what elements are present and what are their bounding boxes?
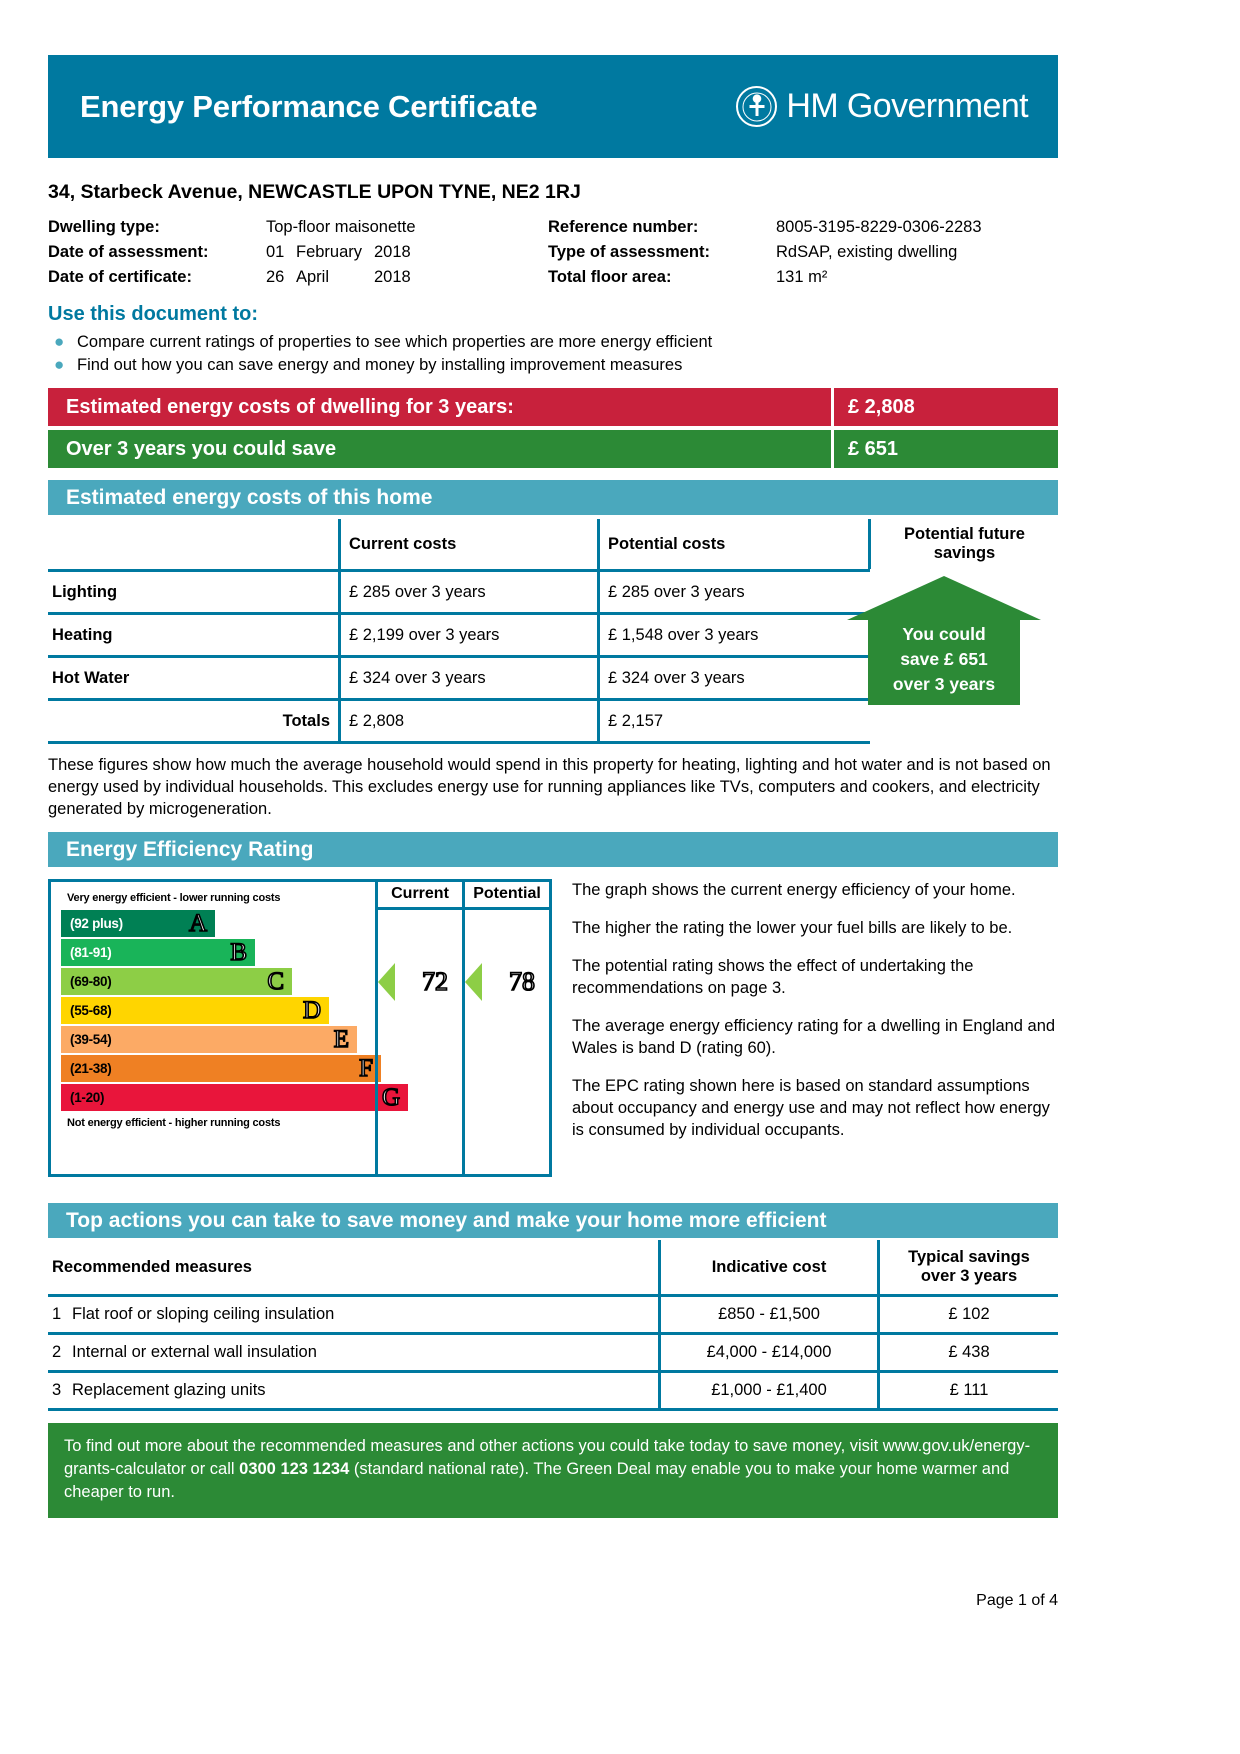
measure-cost: £4,000 - £14,000 — [660, 1335, 879, 1370]
col-typical-savings — [879, 1240, 1059, 1294]
eer-bands-column — [51, 882, 400, 1174]
date-of-assessment-value — [266, 243, 548, 262]
eer-bottom-note: Not energy efficient - higher running costs — [67, 1117, 281, 1129]
eer-chart-box — [48, 879, 552, 1177]
eer-band-d — [61, 997, 329, 1024]
eer-band-a — [61, 910, 215, 937]
eer-band-b — [61, 939, 255, 966]
epc-page — [48, 0, 1058, 1610]
measure-cost: £850 - £1,500 — [660, 1297, 879, 1332]
totals-current: £ 2,808 — [340, 701, 599, 741]
bullet-dot-icon: ● — [54, 332, 65, 351]
property-address: 34, Starbeck Avenue, NEWCASTLE UPON TYNE, NE2 1RJ — [48, 181, 581, 203]
row-potential-cost: £ 324 over 3 years — [599, 658, 870, 698]
table-row-totals — [48, 701, 1058, 741]
list-item — [48, 331, 1058, 353]
house-arrow-graphic — [847, 576, 1041, 694]
row-current-cost: £ 2,199 over 3 years — [340, 615, 599, 655]
band-range: (81-91) — [70, 945, 112, 960]
green-deal-notice — [48, 1423, 1058, 1518]
col-indicative-cost: Indicative cost — [660, 1240, 879, 1294]
rule-segment — [48, 741, 340, 744]
band-letter: B — [230, 939, 247, 966]
table-rule — [48, 1408, 1058, 1411]
energy-costs-section-heading: Estimated energy costs of this home — [48, 480, 1058, 515]
potential-saving-bar — [48, 430, 1058, 468]
date-of-certificate-value — [266, 268, 548, 287]
row-current-cost: £ 285 over 3 years — [340, 572, 599, 612]
row-label: Heating — [52, 625, 113, 644]
page-title: Energy Performance Certificate — [80, 88, 538, 124]
arrow-cell — [870, 569, 1059, 572]
measure-savings: £ 438 — [879, 1335, 1059, 1370]
callout-line-1: You could — [902, 624, 986, 644]
list-item — [48, 354, 1058, 376]
measure-text: Flat roof or sloping ceiling insulation — [72, 1305, 335, 1323]
col-current-costs: Current costs — [340, 519, 599, 569]
band-letter: G — [381, 1084, 400, 1111]
eer-chart-area — [48, 879, 1058, 1177]
page-number: Page 1 of 4 — [976, 1592, 1058, 1609]
total-floor-area-value: 131 m² — [776, 268, 828, 286]
rule-segment — [879, 1408, 1059, 1411]
date-of-certificate-label: Date of certificate: — [48, 268, 192, 286]
assessment-day: 01 — [266, 243, 285, 261]
house-roof-shape — [847, 576, 1041, 620]
callout-line-3: over 3 years — [892, 674, 996, 694]
eer-paragraph-2: The higher the rating the lower your fuel bills are likely to be. — [572, 919, 1013, 937]
band-range: (92 plus) — [70, 916, 123, 931]
measure-cost: £1,000 - £1,400 — [660, 1373, 879, 1408]
eer-top-note: Very energy efficient - lower running costs — [67, 892, 281, 904]
eer-paragraph-3: The potential rating shows the effect of undertaking the recommendations on page 3. — [572, 957, 974, 997]
rule-segment — [340, 741, 599, 744]
measure-cell — [48, 1373, 660, 1408]
band-letter: E — [333, 1026, 349, 1053]
eer-current-value: 72 — [395, 963, 458, 1001]
green-notice-part1: To find out more about the recommended measures and other actions you could take today to save money, visit www.gov.uk/energy-grants-calculator or call — [64, 1437, 1031, 1478]
eer-current-column — [375, 882, 462, 1174]
col-blank — [48, 519, 340, 569]
hm-government-label: HM Government — [786, 87, 1028, 125]
eer-potential-column — [462, 882, 549, 1174]
estimated-cost-bar — [48, 388, 1058, 426]
measure-text: Replacement glazing units — [72, 1381, 266, 1399]
measure-cell — [48, 1297, 660, 1332]
eer-band-c — [61, 968, 292, 995]
type-of-assessment-value: RdSAP, existing dwelling — [776, 243, 958, 261]
eer-potential-value: 78 — [482, 963, 545, 1001]
certificate-day: 26 — [266, 268, 285, 286]
measure-savings: £ 111 — [879, 1373, 1059, 1408]
eer-potential-header: Potential — [465, 882, 549, 910]
assessment-year: 2018 — [374, 243, 411, 261]
rule-segment — [660, 1408, 879, 1411]
measure-text: Internal or external wall insulation — [72, 1343, 317, 1361]
band-letter: F — [359, 1055, 373, 1082]
eer-band-f — [61, 1055, 381, 1082]
dwelling-type-label: Dwelling type: — [48, 218, 160, 236]
table-row — [48, 1335, 1058, 1370]
table-rule — [48, 741, 1058, 744]
recommendations-table — [48, 1240, 1058, 1411]
assessment-month: February — [296, 243, 363, 261]
measure-number: 3 — [52, 1381, 62, 1399]
col-recommended-measures: Recommended measures — [52, 1257, 252, 1276]
band-range: (39-54) — [70, 1032, 112, 1047]
col-potential-future-savings: Potential future savings — [870, 519, 1059, 569]
col-potential-costs: Potential costs — [599, 519, 870, 569]
table-header-row — [48, 1240, 1058, 1294]
royal-crest-icon — [736, 86, 777, 127]
eer-paragraph-1: The graph shows the current energy efficiency of your home. — [572, 881, 1016, 899]
reference-number-value: 8005-3195-8229-0306-2283 — [776, 218, 982, 236]
band-range: (1-20) — [70, 1090, 105, 1105]
col-typical-savings-line1: Typical savings — [908, 1248, 1030, 1266]
use-document-bullets — [48, 331, 1058, 376]
certificate-month: April — [296, 268, 330, 286]
green-notice-part2: (standard national rate). The Green Deal may enable you to make your home warmer and cheaper to run. — [64, 1460, 1010, 1501]
row-label: Lighting — [52, 582, 118, 601]
green-deal-phone: 0300 123 1234 — [239, 1460, 350, 1478]
row-current-cost: £ 324 over 3 years — [340, 658, 599, 698]
band-letter: D — [302, 997, 321, 1024]
band-range: (21-38) — [70, 1061, 112, 1076]
row-potential-cost: £ 1,548 over 3 years — [599, 615, 870, 655]
potential-saving-label: Over 3 years you could save — [66, 437, 337, 460]
property-details — [48, 218, 1058, 287]
eer-paragraph-4: The average energy efficiency rating for a dwelling in England and Wales is band D (rating 60). — [572, 1017, 1056, 1057]
table-row — [48, 1373, 1058, 1408]
savings-callout — [830, 576, 1058, 694]
row-label: Hot Water — [52, 668, 130, 687]
hm-government-logo — [736, 86, 1028, 127]
eer-potential-slot — [465, 910, 549, 1154]
measure-savings: £ 102 — [879, 1297, 1059, 1332]
energy-costs-footnote: These figures show how much the average household would spend in this property for heating, lighting and hot water and is not based on energy used by individual households. This excludes energy use for running appliances like TVs, computers and cookers, and electricity generated by microgeneration. — [48, 756, 1051, 818]
eer-section-heading: Energy Efficiency Rating — [48, 832, 1058, 867]
row-potential-cost: £ 285 over 3 years — [599, 572, 870, 612]
eer-description — [552, 879, 1058, 1177]
eer-band-e — [61, 1026, 357, 1053]
callout-line-2: save £ 651 — [900, 649, 988, 669]
bullet-text: Compare current ratings of properties to see which properties are more energy efficient — [77, 333, 713, 351]
dwelling-type-value: Top-floor maisonette — [266, 218, 416, 236]
table-row — [48, 1297, 1058, 1332]
eer-current-header: Current — [378, 882, 462, 910]
rule-segment — [599, 741, 870, 744]
bullet-dot-icon: ● — [54, 355, 65, 374]
certificate-year: 2018 — [374, 268, 411, 286]
measure-cell — [48, 1335, 660, 1370]
eer-current-slot — [378, 910, 462, 1154]
total-floor-area-label: Total floor area: — [548, 268, 672, 286]
estimated-cost-value: £ 2,808 — [831, 388, 1058, 426]
recommendations-section-heading: Top actions you can take to save money and make your home more efficient — [48, 1203, 1058, 1238]
band-letter: C — [267, 968, 284, 995]
type-of-assessment-label: Type of assessment: — [548, 243, 711, 261]
use-document-title: Use this document to: — [48, 303, 259, 325]
band-range: (55-68) — [70, 1003, 112, 1018]
rule-segment — [48, 1408, 660, 1411]
eer-band-g — [61, 1084, 408, 1111]
measure-number: 2 — [52, 1343, 62, 1361]
date-of-assessment-label: Date of assessment: — [48, 243, 209, 261]
totals-label: Totals — [282, 711, 330, 730]
estimated-cost-label: Estimated energy costs of dwelling for 3 years: — [66, 395, 514, 418]
reference-number-label: Reference number: — [548, 218, 699, 236]
measure-number: 1 — [52, 1305, 62, 1323]
page-header-banner — [48, 55, 1058, 158]
table-header-row — [48, 519, 1058, 569]
bullet-text: Find out how you can save energy and money by installing improvement measures — [77, 356, 683, 374]
band-letter: A — [188, 910, 207, 937]
house-body-shape — [868, 620, 1020, 705]
totals-potential: £ 2,157 — [599, 701, 870, 741]
potential-saving-value: £ 651 — [831, 430, 1058, 468]
eer-paragraph-5: The EPC rating shown here is based on standard assumptions about occupancy and energy use and may not reflect how energy is consumed by individual occupants. — [572, 1077, 1050, 1139]
band-range: (69-80) — [70, 974, 112, 989]
col-typical-savings-line2: over 3 years — [920, 1267, 1018, 1285]
